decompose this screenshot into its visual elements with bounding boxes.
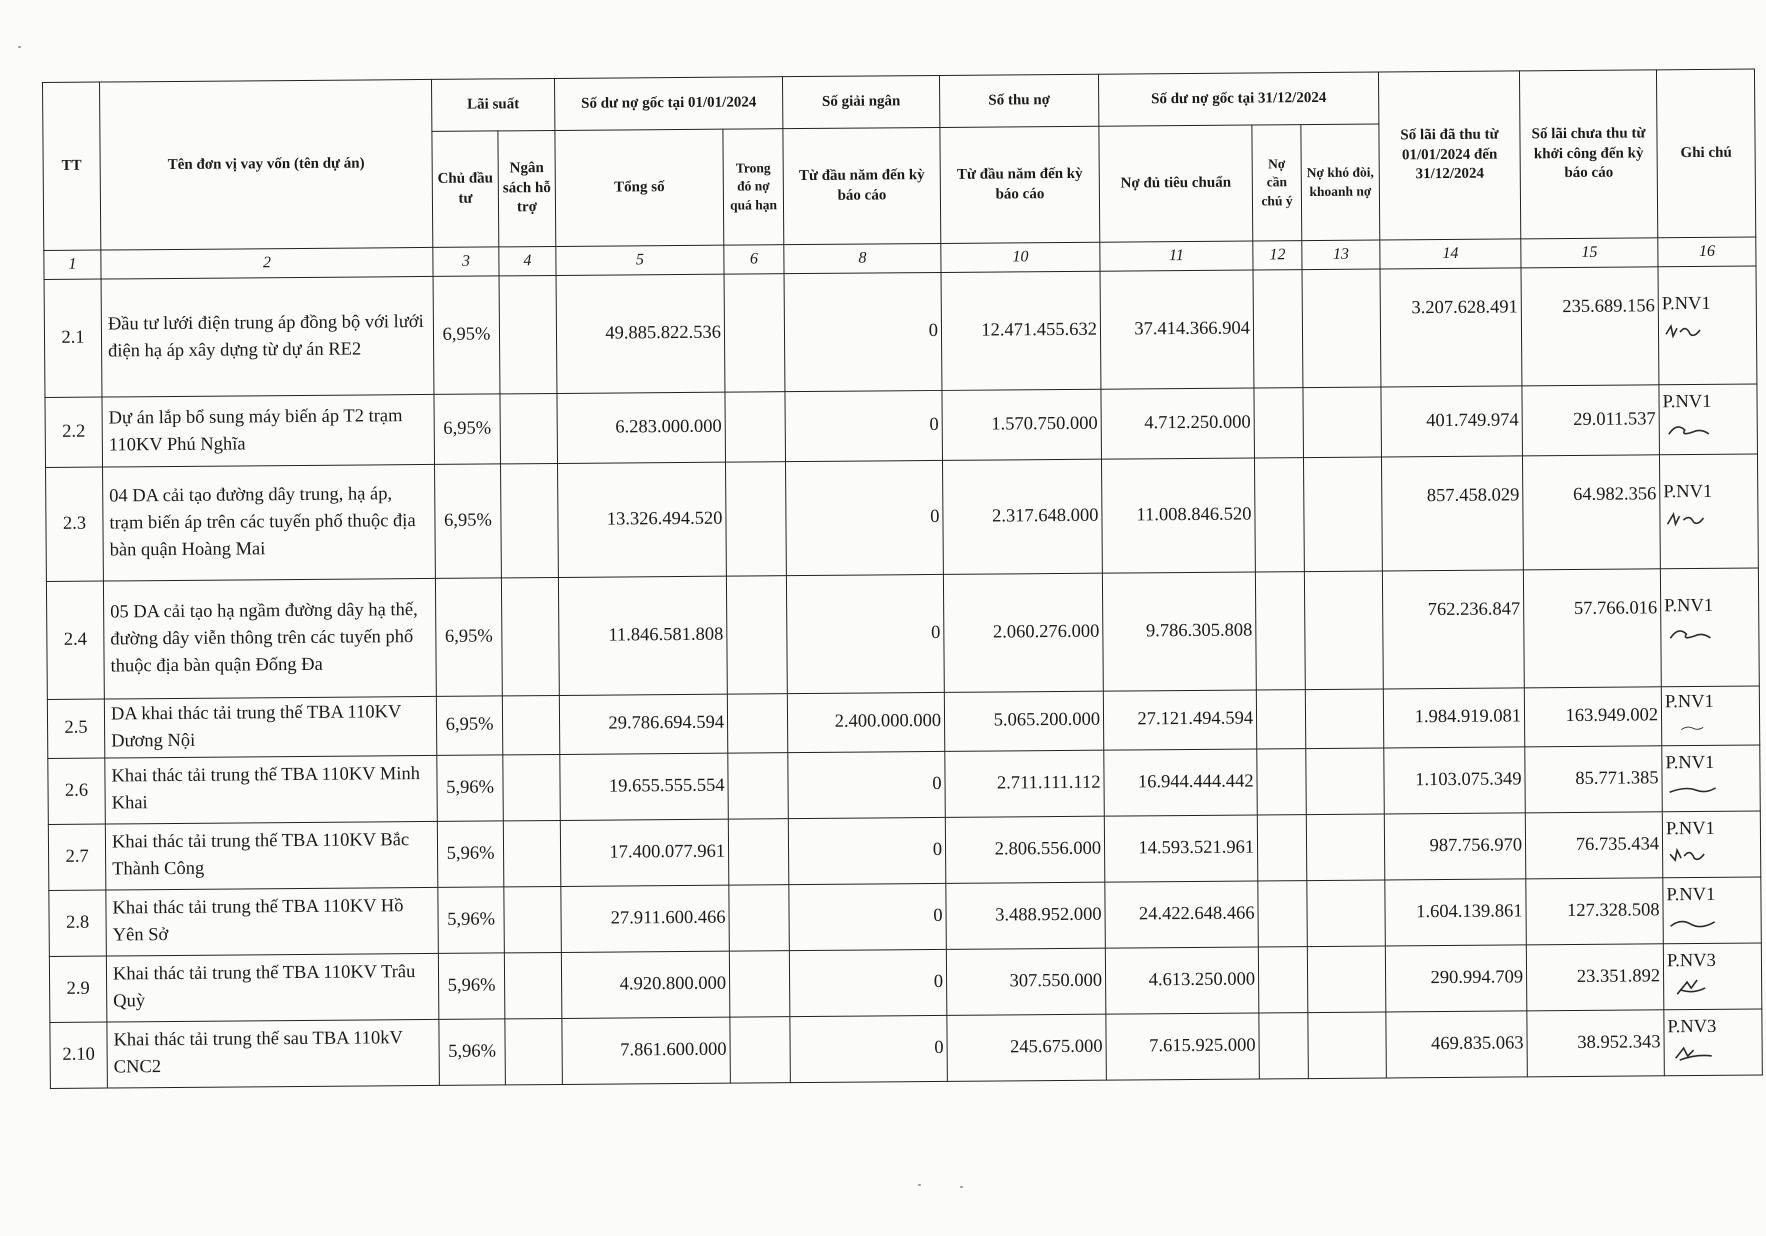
row-interest-uncollected: 64.982.356	[1523, 455, 1661, 570]
row-tt: 2.8	[49, 890, 107, 956]
row-standard: 7.615.925.000	[1106, 1013, 1260, 1080]
row-rate: 5,96%	[439, 1019, 506, 1086]
row-standard: 16.944.444.442	[1104, 749, 1258, 816]
row-budget	[504, 952, 562, 1018]
row-overdue	[725, 392, 786, 462]
row-interest-uncollected: 23.351.892	[1526, 943, 1664, 1010]
row-note: P.NV1	[1664, 691, 1714, 713]
row-opening-total: 6.283.000.000	[557, 392, 726, 463]
row-interest-uncollected: 29.011.537	[1522, 385, 1660, 456]
row-interest-uncollected: 127.328.508	[1526, 877, 1664, 944]
row-overdue	[726, 462, 787, 576]
col-note: Ghi chú	[1657, 69, 1756, 238]
row-rate: 5,96%	[438, 953, 505, 1020]
row-collected: 2.317.648.000	[943, 459, 1103, 574]
row-tt: 2.3	[46, 467, 104, 581]
row-interest-uncollected: 235.689.156	[1521, 267, 1659, 386]
row-collected: 245.675.000	[947, 1014, 1107, 1081]
row-note-cell	[1663, 877, 1762, 944]
row-note: P.NV1	[1665, 818, 1715, 839]
row-attention	[1258, 946, 1308, 1012]
row-standard: 24.422.648.466	[1105, 881, 1259, 948]
col-closing-doubtful: Nợ khó đòi, khoanh nợ	[1301, 124, 1380, 241]
row-note-cell	[1660, 454, 1759, 569]
row-overdue	[730, 1016, 791, 1082]
loan-table	[42, 69, 1763, 1089]
row-doubtful	[1303, 387, 1382, 458]
row-opening-total: 29.786.694.594	[559, 694, 727, 754]
row-name: Khai thác tải trung thế sau TBA 110kV CNC2	[107, 1019, 440, 1088]
row-attention	[1258, 880, 1308, 946]
signature-initials	[1666, 778, 1756, 801]
row-overdue	[729, 950, 790, 1016]
column-index: 11	[1100, 241, 1253, 271]
row-attention	[1253, 270, 1303, 388]
row-standard: 27.121.494.594	[1103, 690, 1256, 750]
row-interest-collected: 1.984.919.081	[1383, 688, 1524, 748]
document-page	[42, 69, 1762, 1089]
row-doubtful	[1307, 880, 1386, 947]
row-note-cell	[1661, 686, 1759, 745]
row-budget	[503, 754, 561, 820]
row-doubtful	[1305, 689, 1383, 748]
row-interest-uncollected: 163.949.002	[1524, 687, 1661, 747]
row-rate: 6,95%	[436, 696, 502, 755]
row-note-cell	[1663, 943, 1762, 1010]
row-interest-uncollected: 85.771.385	[1525, 745, 1663, 812]
column-index: 12	[1253, 241, 1302, 270]
row-opening-total: 11.846.581.808	[558, 576, 727, 695]
row-budget	[505, 1018, 563, 1084]
row-interest-collected: 401.749.974	[1381, 386, 1523, 457]
col-collected: Số thu nợ	[939, 74, 1098, 127]
row-interest-collected: 3.207.628.491	[1380, 268, 1522, 387]
row-standard: 11.008.846.520	[1102, 458, 1256, 573]
row-tt: 2.9	[49, 956, 107, 1022]
row-rate: 5,96%	[438, 887, 505, 954]
row-attention	[1256, 690, 1305, 749]
row-name: 04 DA cải tạo đường dây trung, hạ áp, trạm biến áp trên các tuyến phố thuộc địa bàn quận Hoàng Mai	[103, 464, 436, 581]
row-interest-collected: 857.458.029	[1382, 456, 1524, 571]
row-tt: 2.5	[47, 699, 104, 758]
row-name: DA khai thác tải trung thế TBA 110KV Dương Nội	[104, 696, 436, 757]
row-disbursed: 2.400.000.000	[787, 692, 944, 752]
row-collected: 2.806.556.000	[945, 816, 1105, 883]
col-interest-collected: Số lãi đã thu từ 01/01/2024 đến 31/12/2024	[1379, 71, 1521, 240]
row-note: P.NV1	[1666, 884, 1716, 905]
row-tt: 2.1	[44, 279, 102, 397]
row-disbursed: 0	[789, 883, 947, 950]
row-rate: 5,96%	[437, 755, 504, 822]
row-rate: 6,95%	[435, 578, 502, 697]
table-row	[45, 384, 1758, 467]
col-closing-attention: Nợ cần chú ý	[1252, 125, 1302, 241]
row-budget	[501, 463, 559, 577]
row-name: Đầu tư lưới điện trung áp đồng bộ với lưới điện hạ áp xây dựng từ dự án RE2	[101, 276, 434, 397]
row-note-cell	[1662, 745, 1761, 812]
column-index: 13	[1302, 240, 1380, 270]
col-disbursed-ytd: Từ đầu năm đến kỳ báo cáo	[783, 127, 941, 244]
col-closing-balance: Số dư nợ gốc tại 31/12/2024	[1098, 72, 1378, 126]
row-note-cell	[1664, 1009, 1763, 1076]
row-note: P.NV1	[1664, 595, 1714, 617]
row-note: P.NV3	[1667, 1016, 1717, 1037]
col-opening-total: Tổng số	[555, 129, 724, 246]
row-disbursed: 0	[786, 574, 944, 693]
row-budget	[503, 820, 561, 886]
col-interest: Lãi suất	[431, 78, 554, 131]
row-rate: 6,95%	[433, 276, 500, 395]
row-overdue	[726, 576, 787, 694]
row-standard: 9.786.305.808	[1102, 572, 1256, 691]
table-row	[44, 266, 1757, 397]
row-note: P.NV1	[1665, 752, 1715, 773]
row-note: P.NV1	[1661, 293, 1711, 315]
row-opening-total: 27.911.600.466	[561, 885, 730, 952]
column-index: 4	[499, 246, 556, 275]
row-interest-collected: 1.103.075.349	[1384, 746, 1526, 813]
row-overdue	[724, 274, 785, 392]
row-tt: 2.7	[48, 824, 106, 890]
row-name: Khai thác tải trung thế TBA 110KV Bắc Thành Công	[105, 821, 438, 890]
row-overdue	[727, 694, 787, 753]
row-doubtful	[1307, 946, 1386, 1013]
column-index: 15	[1521, 238, 1658, 268]
column-index: 3	[433, 247, 499, 277]
row-attention	[1257, 748, 1307, 814]
row-interest-uncollected: 57.766.016	[1523, 569, 1661, 688]
row-disbursed: 0	[785, 390, 943, 461]
signature-initials	[1668, 1042, 1758, 1065]
row-disbursed: 0	[788, 751, 946, 818]
row-disbursed: 0	[784, 272, 942, 391]
row-interest-collected: 762.236.847	[1382, 570, 1524, 689]
row-attention	[1254, 388, 1304, 458]
row-collected: 307.550.000	[946, 948, 1106, 1015]
row-disbursed: 0	[786, 460, 944, 575]
row-tt: 2.4	[46, 581, 104, 699]
row-doubtful	[1304, 571, 1383, 690]
row-note: P.NV1	[1663, 481, 1713, 503]
row-attention	[1255, 458, 1305, 572]
row-budget	[500, 393, 558, 463]
row-interest-uncollected: 38.952.343	[1527, 1009, 1665, 1076]
row-opening-total: 7.861.600.000	[562, 1017, 731, 1084]
row-standard: 4.613.250.000	[1105, 947, 1259, 1014]
col-interest-budget: Ngân sách hỗ trợ	[498, 130, 556, 246]
signature-initials	[1664, 621, 1754, 644]
row-disbursed: 0	[790, 1015, 948, 1082]
row-standard: 37.414.366.904	[1100, 270, 1254, 389]
row-standard: 14.593.521.961	[1104, 815, 1258, 882]
signature-initials	[1667, 910, 1757, 933]
row-opening-total: 13.326.494.520	[558, 462, 727, 577]
signature-initials	[1665, 717, 1755, 730]
row-note: P.NV3	[1666, 950, 1716, 971]
col-name: Tên đơn vị vay vốn (tên dự án)	[100, 79, 433, 250]
row-collected: 1.570.750.000	[942, 389, 1102, 460]
column-index: 16	[1658, 237, 1756, 267]
column-index: 10	[941, 242, 1100, 272]
row-attention	[1257, 814, 1307, 880]
row-opening-total: 4.920.800.000	[561, 951, 730, 1018]
scan-speck	[918, 1184, 921, 1186]
row-disbursed: 0	[789, 949, 947, 1016]
row-rate: 6,95%	[435, 464, 502, 579]
column-index: 1	[44, 250, 101, 279]
row-name: Khai thác tải trung thế TBA 110KV Hồ Yên Sở	[106, 887, 439, 956]
row-note-cell	[1658, 266, 1757, 385]
row-interest-collected: 987.756.970	[1384, 812, 1526, 879]
row-collected: 12.471.455.632	[941, 271, 1101, 390]
table-header	[43, 69, 1757, 279]
row-opening-total: 17.400.077.961	[560, 819, 729, 886]
row-tt: 2.10	[50, 1022, 108, 1088]
row-doubtful	[1306, 748, 1385, 815]
row-collected: 3.488.952.000	[946, 882, 1106, 949]
row-tt: 2.6	[48, 758, 106, 824]
col-interest-owner: Chủ đầu tư	[432, 131, 499, 248]
row-note-cell	[1659, 384, 1758, 455]
row-overdue	[728, 752, 789, 818]
row-doubtful	[1306, 814, 1385, 881]
col-collected-ytd: Từ đầu năm đến kỳ báo cáo	[940, 126, 1100, 243]
row-interest-collected: 1.604.139.861	[1385, 878, 1527, 945]
column-index: 5	[556, 245, 724, 275]
row-budget	[502, 695, 559, 754]
row-name: Dự án lắp bổ sung máy biến áp T2 trạm 110KV Phú Nghĩa	[102, 394, 435, 467]
row-name: Khai thác tải trung thế TBA 110KV Minh Khai	[105, 755, 438, 824]
row-opening-total: 49.885.822.536	[556, 274, 725, 393]
table-row	[46, 568, 1759, 699]
column-index: 6	[724, 245, 784, 274]
col-closing-standard: Nợ đủ tiêu chuẩn	[1099, 125, 1253, 242]
col-opening-overdue: Trong đó nợ quá hạn	[723, 129, 784, 245]
column-index: 2	[101, 247, 433, 279]
row-collected: 5.065.200.000	[944, 691, 1103, 751]
col-interest-uncollected: Số lãi chưa thu từ khởi công đến kỳ báo cáo	[1520, 70, 1658, 239]
row-interest-collected: 290.994.709	[1385, 944, 1527, 1011]
row-budget	[501, 577, 559, 695]
row-rate: 5,96%	[437, 821, 504, 888]
signature-initials	[1666, 844, 1756, 867]
table-row	[50, 1009, 1763, 1088]
scan-speck	[18, 46, 21, 48]
row-collected: 2.711.111.112	[945, 750, 1105, 817]
table-row	[46, 454, 1759, 581]
signature-initials	[1663, 417, 1753, 440]
row-attention	[1259, 1012, 1309, 1078]
signature-initials	[1662, 319, 1752, 342]
row-overdue	[728, 818, 789, 884]
row-collected: 2.060.276.000	[943, 573, 1103, 692]
row-note: P.NV1	[1662, 391, 1712, 413]
row-doubtful	[1308, 1012, 1387, 1079]
col-disbursed: Số giải ngân	[782, 75, 939, 128]
row-doubtful	[1302, 269, 1381, 388]
table-body	[44, 266, 1762, 1088]
row-note-cell	[1660, 568, 1759, 687]
row-disbursed: 0	[788, 817, 946, 884]
signature-initials	[1667, 976, 1757, 999]
row-name: 05 DA cải tạo hạ ngầm đường dây hạ thế, đường dây viễn thông trên các tuyến phố thuộc địa bàn quận Đống Đa	[103, 578, 436, 699]
row-interest-uncollected: 76.735.434	[1525, 811, 1663, 878]
row-tt: 2.2	[45, 397, 103, 467]
row-overdue	[729, 884, 790, 950]
col-tt: TT	[43, 82, 101, 250]
row-opening-total: 19.655.555.554	[560, 753, 729, 820]
row-budget	[499, 275, 557, 393]
column-index: 8	[784, 243, 941, 273]
row-attention	[1255, 572, 1305, 690]
signature-initials	[1663, 507, 1753, 530]
row-name: Khai thác tải trung thế TBA 110KV Trâu Quỳ	[106, 953, 439, 1022]
row-doubtful	[1304, 457, 1383, 572]
row-standard: 4.712.250.000	[1101, 388, 1255, 459]
row-rate: 6,95%	[434, 394, 501, 465]
col-opening-balance: Số dư nợ gốc tại 01/01/2024	[555, 77, 783, 131]
row-note-cell	[1662, 811, 1761, 878]
row-budget	[504, 886, 562, 952]
scan-speck	[960, 1186, 963, 1188]
column-index: 14	[1380, 239, 1521, 269]
row-interest-collected: 469.835.063	[1386, 1010, 1528, 1077]
